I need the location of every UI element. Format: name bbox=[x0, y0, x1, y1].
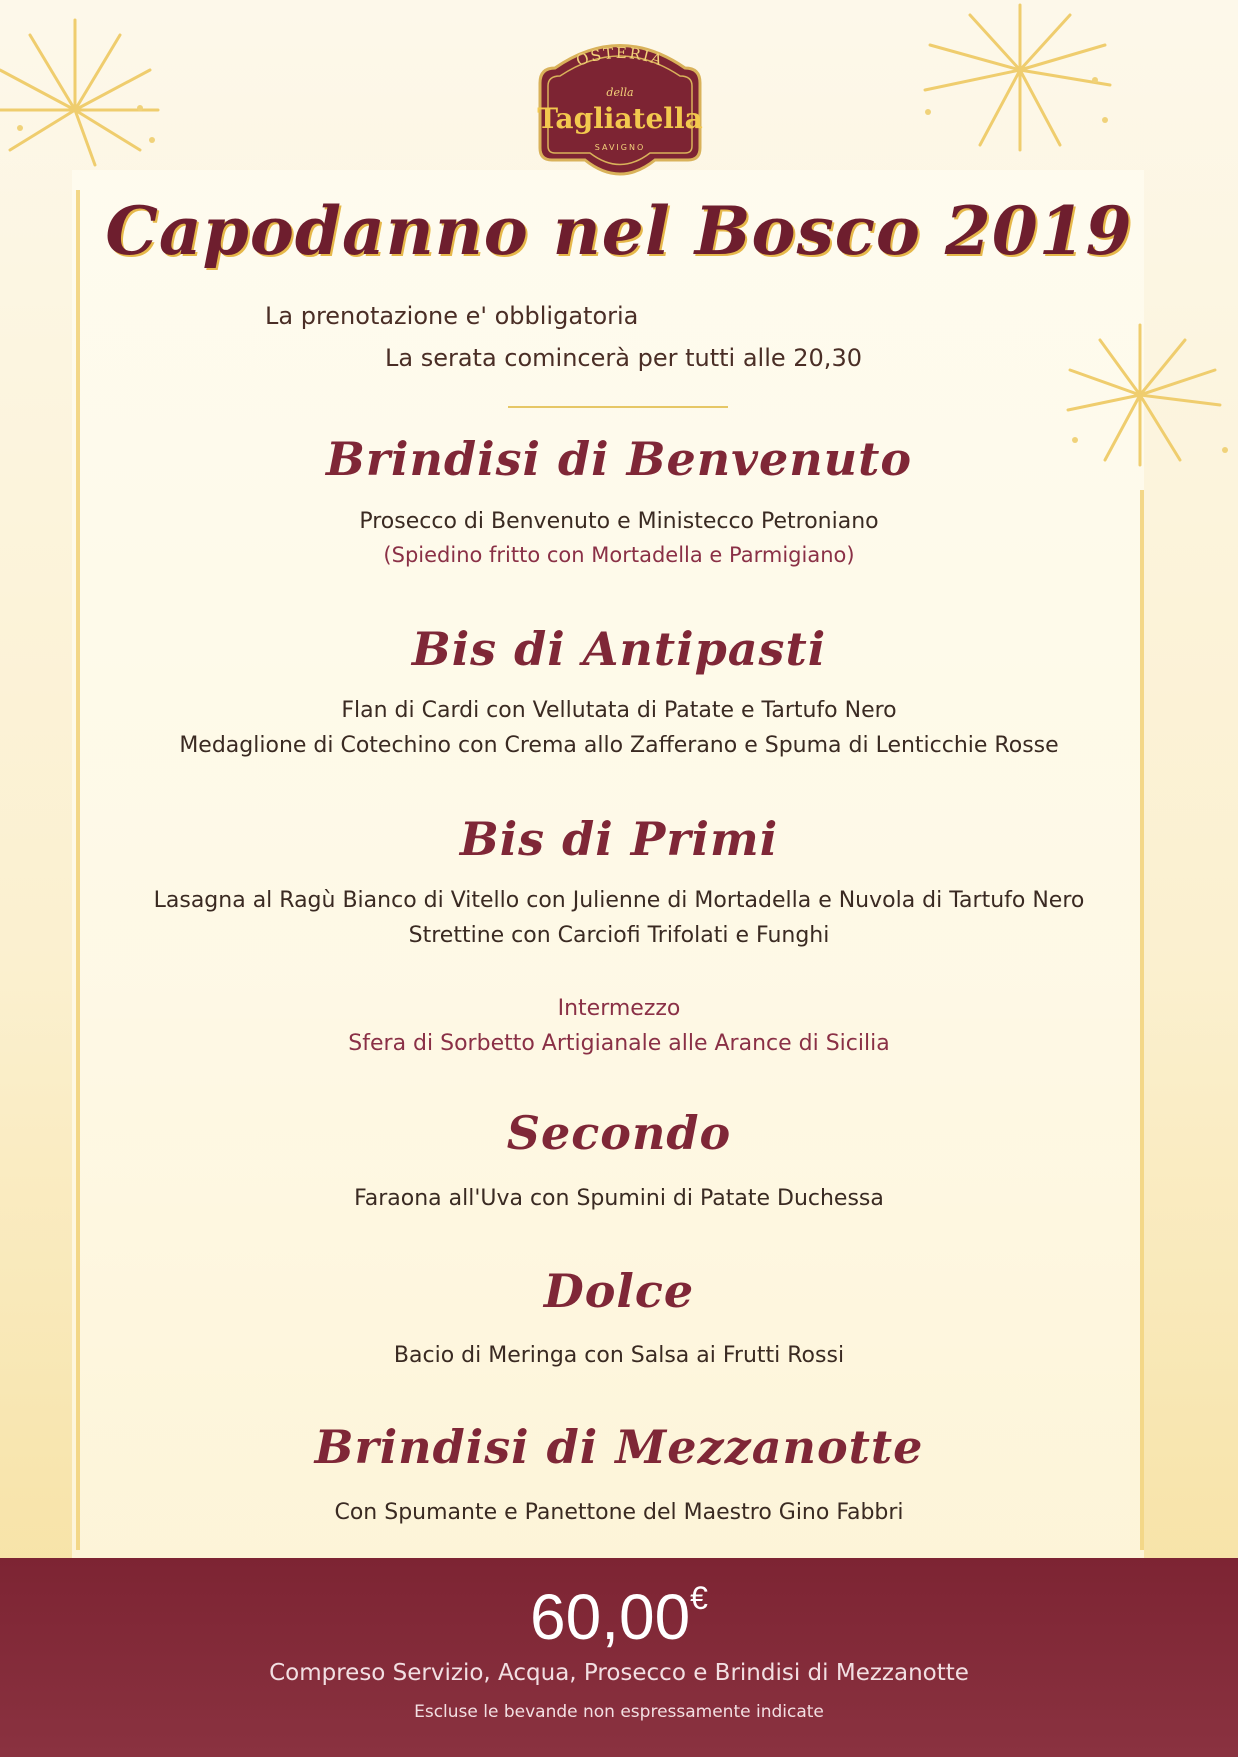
included-note: Compreso Servizio, Acqua, Prosecco e Brindisi di Mezzanotte bbox=[269, 1660, 969, 1686]
currency-symbol: € bbox=[690, 1580, 708, 1616]
section-heading-dolce: Dolce bbox=[543, 1264, 695, 1318]
menu-item: Sfera di Sorbetto Artigianale alle Arance di Sicilia bbox=[348, 1031, 890, 1056]
section-heading-mezzanotte: Brindisi di Mezzanotte bbox=[314, 1420, 924, 1474]
divider bbox=[508, 406, 728, 408]
excluded-note: Escluse le bevande non espressamente indicate bbox=[414, 1702, 824, 1722]
menu-item: Bacio di Meringa con Salsa ai Frutti Rossi bbox=[393, 1343, 845, 1368]
firework-icon bbox=[0, 10, 170, 170]
start-time-note: La serata comincerà per tutti alle 20,30 bbox=[385, 344, 862, 372]
section-heading-secondo: Secondo bbox=[506, 1106, 732, 1160]
reservation-note: La prenotazione e' obbligatoria bbox=[265, 302, 639, 330]
section-heading-primi: Bis di Primi bbox=[459, 812, 779, 866]
menu-item: Faraona all'Uva con Spumini di Patate Duchessa bbox=[354, 1186, 884, 1211]
intermezzo-label: Intermezzo bbox=[557, 996, 681, 1021]
logo-bottom-text: SAVIGNO bbox=[594, 143, 646, 152]
logo-top-text: OSTERIA bbox=[573, 43, 667, 70]
menu-item-description: (Spiedino fritto con Mortadella e Parmigiano) bbox=[383, 543, 855, 567]
logo-middle-text: della bbox=[606, 86, 634, 99]
menu-item: Con Spumante e Panettone del Maestro Gino Fabbri bbox=[334, 1500, 904, 1525]
price-value: 60,00 bbox=[530, 1581, 691, 1653]
price bbox=[0, 1580, 1238, 1654]
firework-icon bbox=[910, 0, 1120, 160]
menu-item: Prosecco di Benvenuto e Ministecco Petroniano bbox=[359, 509, 879, 534]
osteria-logo bbox=[510, 28, 730, 188]
section-heading-antipasti: Bis di Antipasti bbox=[411, 622, 827, 676]
menu-item: Lasagna al Ragù Bianco di Vitello con Julienne di Mortadella e Nuvola di Tartufo Nero bbox=[153, 888, 1085, 913]
menu-item: Medaglione di Cotechino con Crema allo Zafferano e Spuma di Lenticchie Rosse bbox=[179, 733, 1059, 758]
logo-brand-text: Tagliatella bbox=[537, 102, 703, 135]
section-heading-brindisi: Brindisi di Benvenuto bbox=[325, 432, 913, 486]
menu-item: Strettine con Carciofi Trifolati e Funghi bbox=[408, 923, 830, 948]
menu-item: Flan di Cardi con Vellutata di Patate e Tartufo Nero bbox=[341, 698, 897, 723]
page-title: Capodanno nel Bosco 2019 bbox=[105, 192, 1133, 270]
